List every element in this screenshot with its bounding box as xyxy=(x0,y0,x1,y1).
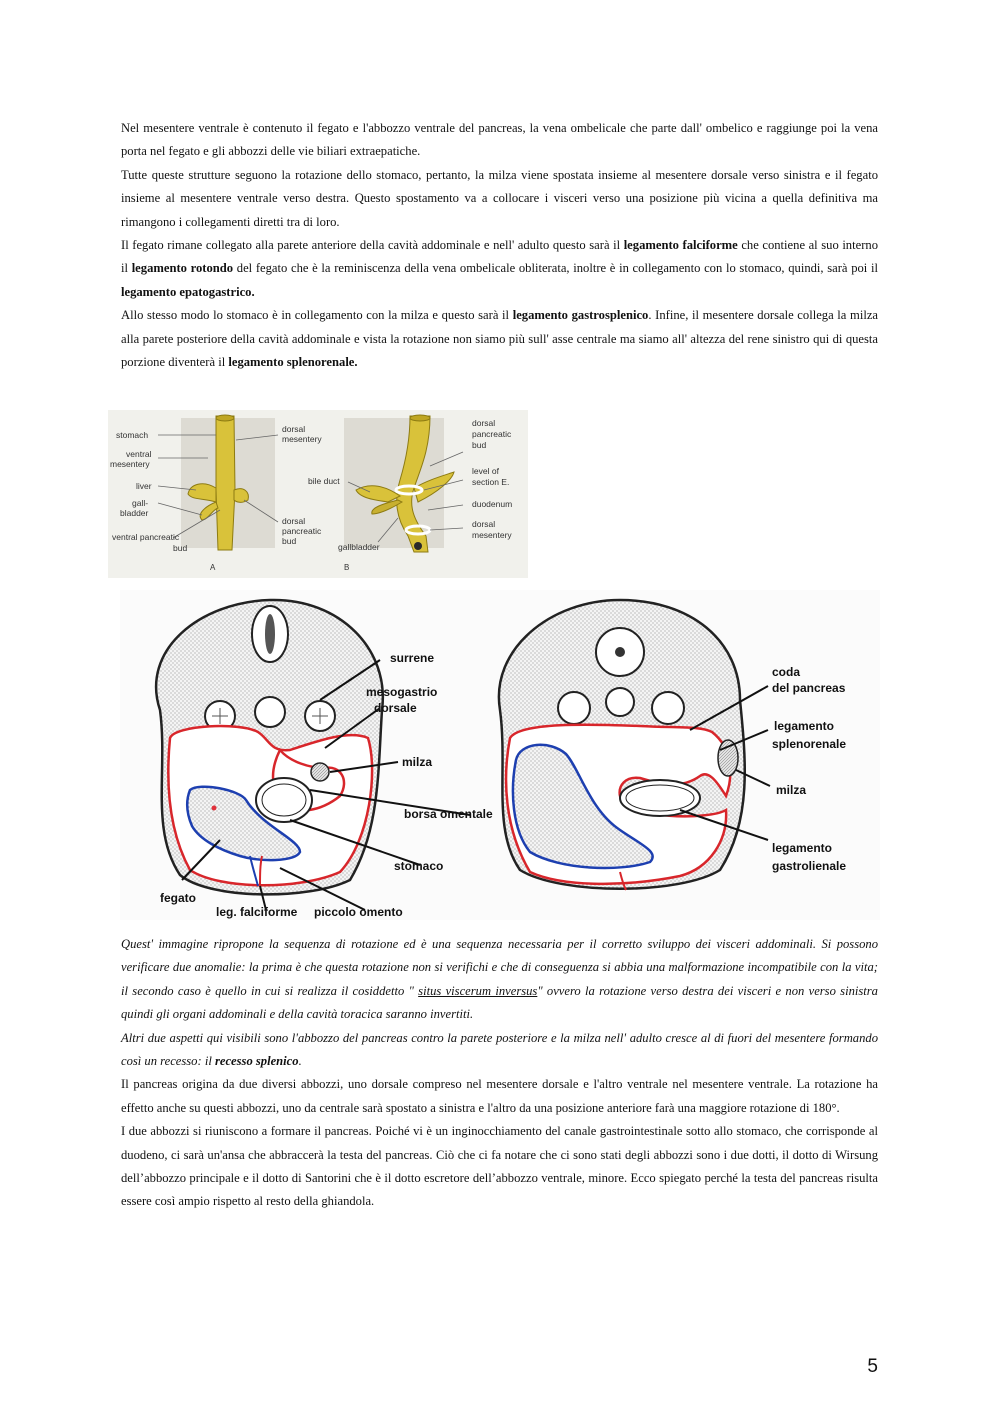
label-bladder: bladder xyxy=(120,508,149,518)
bold-term: legamento rotondo xyxy=(131,261,234,276)
label-b-dorsal: dorsal xyxy=(472,418,496,428)
text-run: Nel mesentere ventrale è contenuto il fegato e l'abbozzo ventrale del pancreas, la vena ombelicale che parte dall' ombelico e raggiunge poi la vena porta nel fegato e gli abbozzi delle vie biliari extraepatiche. xyxy=(121,121,878,159)
paragraph xyxy=(121,1073,878,1120)
gut-tube-a xyxy=(216,416,235,550)
label-section-e: section E. xyxy=(472,477,510,487)
text-run: Tutte queste strutture seguono la rotazione dello stomaco, pertanto, la milza viene spostata insieme al mesentere dorsale verso sinistra e il fegato insieme al mesentere ventrale verso destra. Questo spostamento va a collocare i visceri verso una posizione più vicina a quella definitiva ma rimangono i collegamenti diretti tra di loro. xyxy=(121,167,878,229)
label-liver: liver xyxy=(136,481,152,491)
text-run: " ovvero la rotazione verso destra dei visceri e non verso sinistra quindi gli organi addominali e della cavità toracica saranno invertiti. xyxy=(121,983,878,1022)
label-b-dorsal-mes: dorsal xyxy=(472,519,496,529)
label-del-pancreas: del pancreas xyxy=(772,681,846,695)
label-surrene: surrene xyxy=(390,651,435,665)
underlined-term: situs viscerum inversus xyxy=(418,983,538,998)
label-falciforme: leg. falciforme xyxy=(216,905,298,919)
label-b-bud: bud xyxy=(472,440,487,450)
label-level-of: level of xyxy=(472,466,499,476)
label-gastrolienale: gastrolienale xyxy=(772,859,847,873)
label-dorsal-bud-2: pancreatic xyxy=(282,526,322,536)
label-b-gallbladder: gallbladder xyxy=(338,542,380,552)
aorta-right xyxy=(606,688,634,716)
label-borsa: borsa omentale xyxy=(404,807,493,821)
label-legamento-1: legamento xyxy=(774,719,835,733)
label-ventral: ventral xyxy=(126,449,152,459)
paragraph xyxy=(121,1120,878,1214)
kidney-right-b xyxy=(652,692,684,724)
label-ventral-bud: bud xyxy=(173,543,188,553)
label-mesentery-a: mesentery xyxy=(282,434,322,444)
label-stomach: stomach xyxy=(116,430,149,440)
bold-term: legamento epatogastrico. xyxy=(121,284,255,299)
panel-b-label: B xyxy=(344,563,350,572)
label-omento: piccolo omento xyxy=(314,905,403,919)
text-run: del fegato che è la reminiscenza della vena ombelicale obliterata, inoltre è in collegamento con lo stomaco, quindi, sarà poi il xyxy=(233,261,878,276)
milza-right xyxy=(718,740,738,776)
paragraph xyxy=(121,234,878,304)
bold-term: legamento gastrosplenico xyxy=(512,308,649,323)
label-dorsal-bud-3: bud xyxy=(282,536,297,546)
label-duodenum: duodenum xyxy=(472,499,513,509)
label-mesentery: mesentery xyxy=(110,459,150,469)
label-splenorenale: splenorenale xyxy=(772,737,847,751)
cross-section-figure xyxy=(120,590,880,920)
paragraph xyxy=(121,164,878,234)
bold-term: legamento splenorenale. xyxy=(228,355,358,370)
kidney-right-a xyxy=(558,692,590,724)
text-run: Il pancreas origina da due diversi abbozzi, uno dorsale compreso nel mesentere dorsale e l'altro ventrale nel mesentere ventrale. La rotazione ha effetto anche su questi abbozzi, uno da centrale sarà spostato a sinistra e l'altro da una posizione anteriore farà una maggiore rotazione di 180°. xyxy=(121,1077,878,1115)
page-number: 5 xyxy=(867,1356,878,1377)
label-b-pancreatic: pancreatic xyxy=(472,429,512,439)
label-bile-duct: bile duct xyxy=(308,476,340,486)
label-milza-left: milza xyxy=(402,755,433,769)
label-stomaco: stomaco xyxy=(394,859,444,873)
text-run: Allo stesso modo lo stomaco è in collegamento con la milza e questo sarà il xyxy=(121,308,513,323)
milza-left xyxy=(311,763,329,781)
top-text-block xyxy=(121,117,878,374)
label-milza-right: milza xyxy=(776,783,807,797)
label-legamento-2: legamento xyxy=(772,841,833,855)
text-run: . Infine, il mesentere dorsale collega la milza alla parete posteriore della cavità addominale e vista la rotazione non siamo più sull' asse centrale ma siamo all' altezza del rene sinistro qui di questa porzione diventerà il xyxy=(121,308,879,370)
pancreas-development-figure xyxy=(108,410,528,578)
label-mesogastrio: mesogastrio xyxy=(366,685,438,699)
label-coda: coda xyxy=(772,665,801,679)
bold-term: legamento falciforme xyxy=(623,238,738,253)
bold-term: recesso splenico xyxy=(214,1054,299,1069)
text-run: . xyxy=(298,1054,302,1069)
label-ventral-pancreatic: ventral pancreatic xyxy=(112,532,180,542)
left-section xyxy=(156,600,493,919)
label-b-mesentery: mesentery xyxy=(472,530,512,540)
label-gall: gall- xyxy=(132,498,149,508)
text-run: I due abbozzi si riuniscono a formare il pancreas. Poiché vi è un inginocchiamento del canale gastrointestinale sotto allo stomaco, che corrisponde al duodeno, ci sarà un'ansa che abbraccerà la testa del pancreas. Ciò che ci fa notare che ci sono stati degli abbozzi sono i due dotti, il dotto di Wirsung dell’abbozzo principale e il dotto di Santorini che è il dotto escretore dell’abbozzo ventrale, minore. Ecco spiegato perché la testa del pancreas risulta essere così ampio rispetto al resto della ghiandola. xyxy=(121,1124,878,1209)
paragraph xyxy=(121,117,878,164)
dorsal-bud-a xyxy=(234,489,248,503)
aorta-left xyxy=(255,697,285,727)
text-run: Altri due aspetti qui visibili sono l'abbozzo del pancreas contro la parete posteriore e la milza nell' adulto cresce al di fuori del mesentere formando così un recesso: il xyxy=(121,1030,878,1069)
right-section xyxy=(499,600,846,890)
paragraph xyxy=(121,933,878,1027)
label-fegato: fegato xyxy=(160,891,196,905)
label-dorsale: dorsale xyxy=(374,701,417,715)
text-run: Il fegato rimane collegato alla parete anteriore della cavità addominale e nell' adulto questo sarà il xyxy=(121,238,624,253)
panel-a-label: A xyxy=(210,563,216,572)
paragraph xyxy=(121,304,878,374)
bottom-text-block xyxy=(121,933,878,1214)
label-dorsal-a: dorsal xyxy=(282,424,306,434)
paragraph xyxy=(121,1027,878,1074)
label-dorsal-bud-1: dorsal xyxy=(282,516,306,526)
text-run: che contiene al suo interno il xyxy=(121,238,878,276)
text-run: Quest' immagine ripropone la sequenza di rotazione ed è una sequenza necessaria per il corretto sviluppo dei visceri addominali. Si possono verificare due anomalie: la prima è che questa rotazione non si verifichi e che di conseguenza si abbia una malformazione incompatibile con la vita; il secondo caso è quello in cui si realizza il cosiddetto " xyxy=(121,937,878,998)
